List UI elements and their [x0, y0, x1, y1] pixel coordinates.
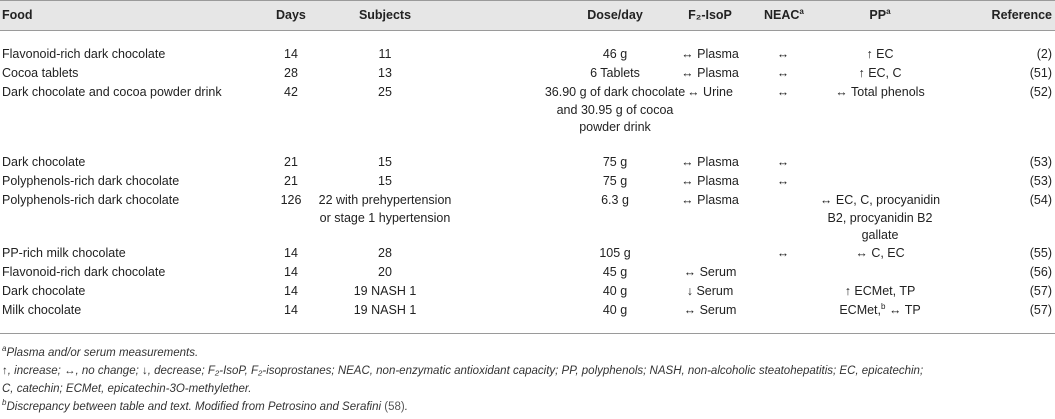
cell-food: Dark chocolate	[2, 284, 86, 298]
cell-food: Flavonoid-rich dark chocolate	[2, 265, 166, 279]
cell-days: 126	[280, 193, 302, 207]
cell-food: Polyphenols-rich dark chocolate	[2, 174, 180, 188]
cell-days: 14	[284, 246, 298, 260]
cell-neac: ↔	[776, 155, 790, 169]
cell-dose: and 30.95 g of cocoa	[556, 102, 674, 117]
cell-f2isop: ↔ Serum	[683, 265, 737, 279]
cell-dose: 40 g	[602, 303, 628, 317]
cell-reference: (57)	[1029, 284, 1052, 298]
table-bottom-rule	[0, 333, 1055, 334]
cell-reference: (56)	[1029, 265, 1052, 279]
cell-food: Dark chocolate and cocoa powder drink	[2, 85, 222, 99]
header-pp: $PP^a$	[869, 6, 891, 22]
cell-dose: 75 g	[602, 174, 628, 188]
header-dose: Dose/day	[587, 8, 643, 22]
cell-reference: (51)	[1029, 66, 1052, 80]
cell-dose: 105 g	[599, 246, 631, 260]
cell-food: Milk chocolate	[2, 303, 82, 317]
cell-neac: ↔	[776, 66, 790, 80]
cell-subjects: 25	[378, 85, 392, 99]
cell-f2isop: ↔ Plasma	[681, 47, 739, 61]
cell-reference: (53)	[1029, 174, 1052, 188]
cell-f2isop: ↔ Plasma	[681, 174, 739, 188]
cell-dose: 6.3 g	[601, 193, 629, 207]
cell-pp: ↑ EC	[866, 47, 894, 61]
cell-days: 14	[284, 265, 298, 279]
cell-dose: 6 Tablets	[590, 66, 640, 80]
cell-neac: ↔	[776, 85, 790, 99]
footnote-b: $^b$Discrepancy between table and text. Modified from Petrosino and Serafini (58).	[2, 398, 408, 413]
header-food: Food	[2, 8, 33, 22]
cell-reference: (52)	[1029, 85, 1052, 99]
cell-reference: (54)	[1029, 193, 1052, 207]
cell-dose: 36.90 g of dark chocolate	[544, 85, 686, 99]
cell-pp: ↔ C, EC	[855, 246, 905, 260]
cell-neac: ↔	[776, 246, 790, 260]
cell-days: 14	[284, 47, 298, 61]
footnote-abbreviations-line1: ↑, increase; ↔, no change; ↓, decrease; F₂-IsoP, F₂-isoprostanes; NEAC, non-enzymatic antioxidant capacity; PP, polyphenols; NASH, non-alcoholic steatohepatitis; EC, epicatechin;	[2, 365, 924, 377]
cell-f2isop: ↔ Serum	[683, 303, 737, 317]
cell-food: PP-rich milk chocolate	[2, 246, 126, 260]
cell-subjects: 19 NASH 1	[353, 284, 417, 298]
cell-pp: B2, procyanidin B2	[827, 210, 933, 225]
cell-pp: ↔ Total phenols	[835, 85, 925, 99]
cell-subjects: 22 with prehypertension	[318, 193, 452, 207]
cell-pp: ↑ EC, C	[858, 66, 902, 80]
cell-neac: ↔	[776, 174, 790, 188]
cell-neac: ↔	[776, 47, 790, 61]
cell-dose: 46 g	[602, 47, 628, 61]
cell-food: Dark chocolate	[2, 155, 86, 169]
cell-subjects: 11	[378, 47, 392, 61]
cell-reference: (2)	[1036, 47, 1052, 61]
cell-subjects: 28	[378, 246, 392, 260]
cell-reference: (53)	[1029, 155, 1052, 169]
cell-subjects: 13	[378, 66, 392, 80]
cell-pp: ↑ ECMet, TP	[844, 284, 916, 298]
cell-food: Polyphenols-rich dark chocolate	[2, 193, 180, 207]
cell-f2isop: ↔ Plasma	[681, 155, 739, 169]
cell-subjects: 15	[378, 155, 392, 169]
cell-dose: 40 g	[602, 284, 628, 298]
header-neac: NEAC$^a$	[764, 6, 804, 22]
header-subjects: Subjects	[358, 8, 412, 22]
cell-food: Flavonoid-rich dark chocolate	[2, 47, 166, 61]
header-f2isop: F₂-IsoP	[688, 8, 732, 22]
cell-food: Cocoa tablets	[2, 66, 79, 80]
cell-dose: 45 g	[602, 265, 628, 279]
cell-subjects: 15	[378, 174, 392, 188]
cell-pp: gallate	[861, 228, 899, 242]
header-reference: Reference	[991, 8, 1052, 22]
cell-subjects: 19 NASH 1	[353, 303, 417, 317]
cell-days: 14	[284, 284, 298, 298]
cell-days: 21	[284, 155, 298, 169]
cell-dose: 75 g	[602, 155, 628, 169]
cell-dose: powder drink	[579, 120, 651, 134]
cell-days: 28	[284, 66, 298, 80]
cell-f2isop: ↔ Plasma	[681, 66, 739, 80]
cell-subjects: 20	[378, 265, 392, 279]
cell-f2isop: ↔ Plasma	[681, 193, 739, 207]
cell-pp: ↔ EC, C, procyanidin	[819, 193, 941, 207]
cell-pp: ECMet,$^b$ ↔ TP	[839, 301, 921, 317]
cell-days: 14	[284, 303, 298, 317]
cell-reference: (55)	[1029, 246, 1052, 260]
cell-f2isop: ↓ Serum	[686, 284, 734, 298]
cell-days: 42	[284, 85, 298, 99]
cell-days: 21	[284, 174, 298, 188]
header-days: Days	[276, 8, 306, 22]
footnote-a: $^a$Plasma and/or serum measurements.	[2, 344, 199, 359]
footnote-abbreviations-line2: C, catechin; ECMet, epicatechin-3O-methylether.	[2, 383, 252, 395]
footnote-b-ref: (58)	[384, 401, 405, 413]
cell-f2isop: ↔ Urine	[687, 85, 733, 99]
cell-reference: (57)	[1029, 303, 1052, 317]
cell-subjects: or stage 1 hypertension	[319, 210, 451, 225]
